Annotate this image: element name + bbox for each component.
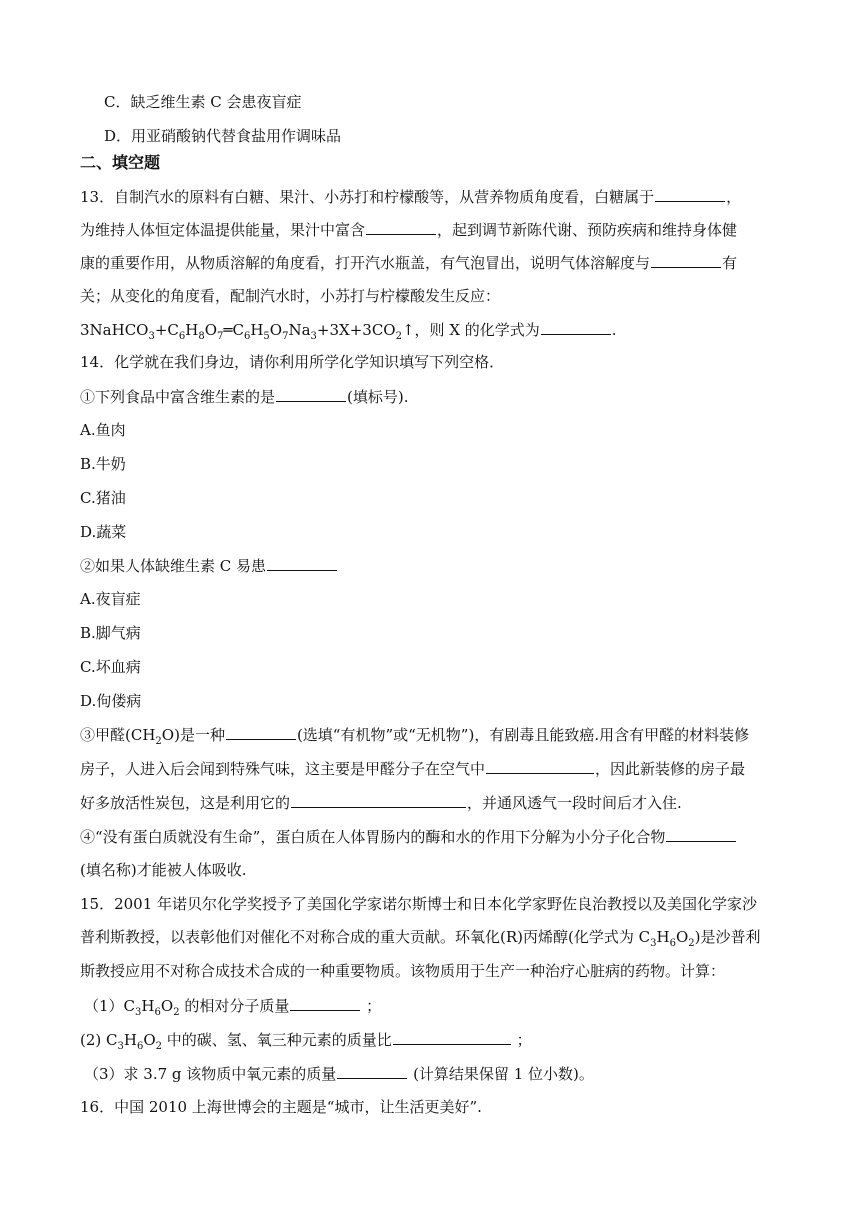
q14-p1-option-d: D.蔬菜	[80, 523, 127, 541]
q14-part-4-line-1: ④“没有蛋白质就没有生命”，蛋白质在人体胃肠内的酶和水的作用下分解为小分子化合物	[80, 826, 737, 847]
answer-blank[interactable]	[366, 219, 436, 235]
option-d: D．用亚硝酸钠代替食盐用作调味品	[104, 127, 342, 145]
q13-line-3: 康的重要作用，从物质溶解的角度看，打开汽水瓶盖，有气泡冒出，说明气体溶解度与 有	[80, 254, 738, 272]
q14-part-1: ①下列食品中富含维生素的是 (填标号).	[80, 388, 409, 406]
q14-title: 14．化学就在我们身边，请你利用所学化学知识填写下列空格．	[80, 353, 505, 371]
q14-part-2: ②如果人体缺维生素 C 易患	[80, 555, 338, 576]
section-heading: 二、填空题	[80, 153, 161, 172]
option-c: C．缺乏维生素 C 会患夜盲症	[104, 93, 302, 111]
q14-p1-option-b: B.牛奶	[80, 455, 126, 473]
q13-equation: $3NaHCO_3+C_6H_8O_7═C_6H_5O_7Na_3+3X+3CO_2↑$，则 X 的化学式为 .	[80, 321, 617, 342]
answer-blank[interactable]	[276, 386, 346, 402]
q14-part-3-line-1: ③甲醛$(CH_2O)$是一种 (选填“有机物”或“无机物”)，有剧毒且能致癌.用含有甲醛的材料装修	[80, 726, 750, 747]
q14-p2-option-d: D.佝偻病	[80, 692, 142, 710]
q15-line-3: 斯教授应用不对称合成技术合成的一种重要物质。该物质用于生产一种治疗心脏病的药物。计算：	[80, 962, 726, 980]
q16-line-1: 16．中国 2010 上海世博会的主题是“城市，让生活更美好”.	[80, 1098, 482, 1116]
q15-line-1: 15．2001 年诺贝尔化学奖授予了美国化学家诺尔斯博士和日本化学家野佐良治教授以及美国化学家沙	[80, 895, 758, 913]
q14-p2-option-c: C.坏血病	[80, 658, 141, 676]
q13-line-1: 13．自制汽水的原料有白糖、果汁、小苏打和柠檬酸等，从营养物质角度看，白糖属于 ，	[80, 188, 742, 206]
q14-p2-option-b: B.脚气病	[80, 624, 141, 642]
q15-sub-1: $(1)C_3H_6O_2$ 的相对分子质量 ；	[84, 997, 382, 1018]
answer-blank[interactable]	[651, 252, 721, 268]
answer-blank[interactable]	[655, 186, 725, 202]
q15-sub-2: (2) $C_3H_6O_2$ 中的碳、氢、氧三种元素的质量比 ；	[80, 1031, 532, 1052]
answer-blank[interactable]	[393, 1029, 511, 1045]
q15-line-2: 普利斯教授，以表彰他们对催化不对称合成的重大贡献。环氧化(R)丙烯醇(化学式为 $C_3H_6O_2$)是沙普利	[80, 928, 761, 949]
answer-blank[interactable]	[226, 724, 296, 740]
answer-blank[interactable]	[486, 758, 594, 774]
q14-p1-option-c: C.猪油	[80, 489, 126, 507]
q14-part-3-line-3: 好多放活性炭包，这是利用它的 ，并通风透气一段时间后才入住.	[80, 794, 682, 812]
q13-line-4: 关；从变化的角度看，配制汽水时，小苏打与柠檬酸发生反应：	[80, 287, 501, 305]
q13-line-2: 为维持人体恒定体温提供能量，果汁中富含 ，起到调节新陈代谢、预防疾病和维持身体健	[80, 221, 738, 239]
q14-part-4-line-2: (填名称)才能被人体吸收.	[80, 861, 247, 879]
q14-p1-option-a: A.鱼肉	[80, 421, 126, 439]
q15-sub-3: （3）求 3.7 g 该物质中氧元素的质量 (计算结果保留 1 位小数)。	[84, 1065, 594, 1083]
answer-blank[interactable]	[541, 319, 611, 335]
q14-p2-option-a: A.夜盲症	[80, 590, 141, 608]
answer-blank[interactable]	[337, 1063, 407, 1079]
answer-blank[interactable]	[291, 792, 466, 808]
q14-part-3-line-2: 房子，人进入后会闻到特殊气味，这主要是甲醛分子在空气中 ，因此新装修的房子最	[80, 760, 746, 778]
answer-blank[interactable]	[666, 826, 736, 842]
answer-blank[interactable]	[267, 555, 337, 571]
answer-blank[interactable]	[290, 995, 360, 1011]
